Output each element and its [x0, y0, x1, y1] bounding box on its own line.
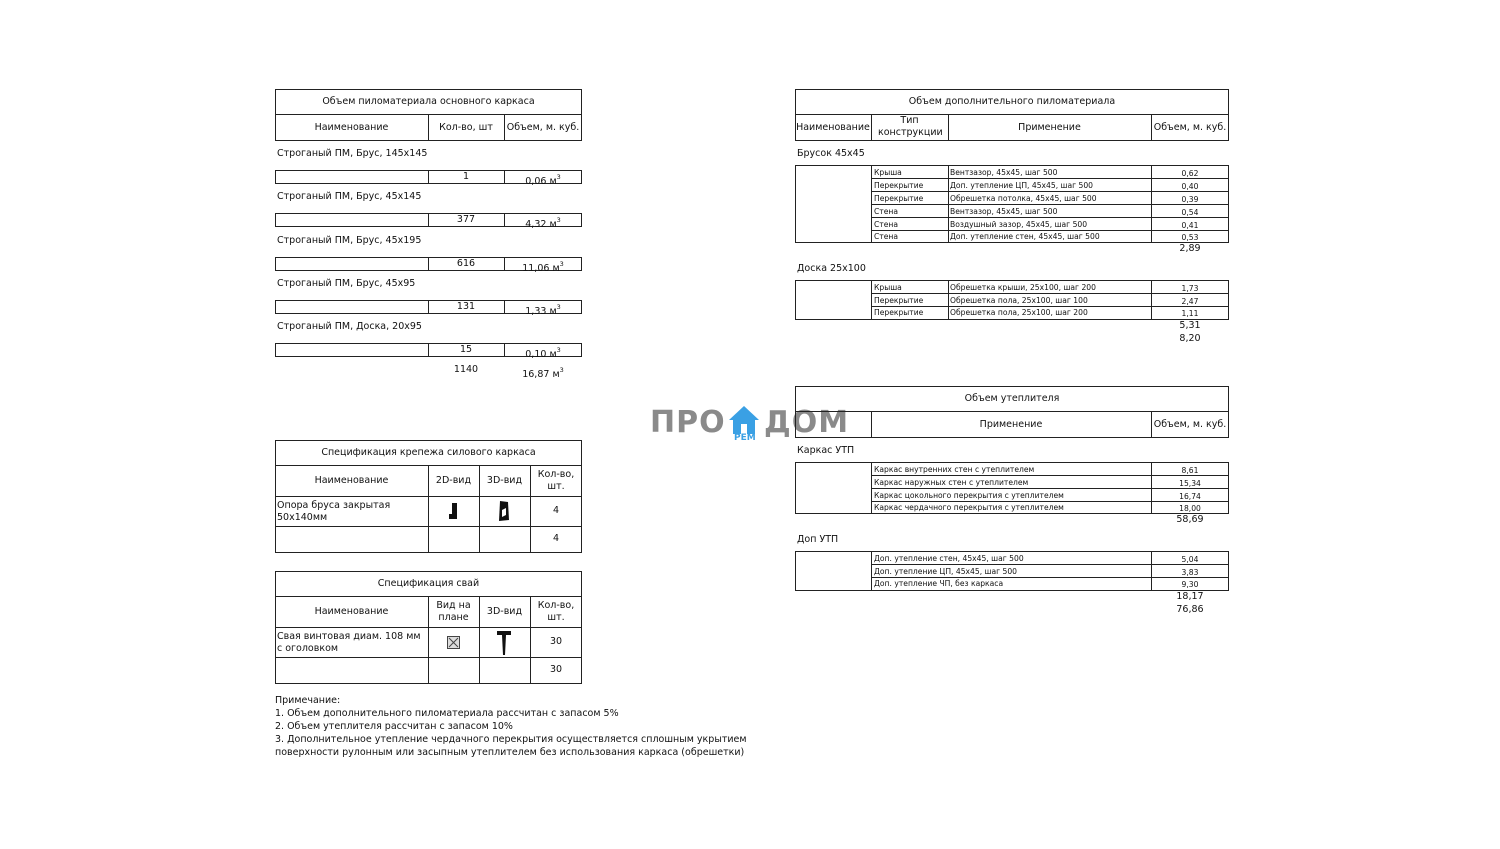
total-volume: 16,87 $м^3$	[522, 366, 564, 380]
row-type: Перекрытие	[874, 308, 924, 317]
fastener-qty: 4	[552, 505, 560, 516]
row-volume: 0,62	[1181, 169, 1199, 178]
row-use: Каркас цокольного перекрытия с утеплителем	[874, 491, 1064, 500]
row-type: Стена	[874, 220, 899, 229]
group-name: Строганый ПМ, Доска, 20х95	[277, 321, 422, 332]
col-header-volume: Объем, м. куб.	[1153, 419, 1227, 430]
note-line: поверхности рулонным или засыпным утеплителем без использования каркаса (обрешетки)	[275, 747, 745, 758]
row-qty: 377	[456, 214, 476, 225]
row-volume: 18,00	[1179, 504, 1201, 513]
row-volume: 1,73	[1181, 284, 1199, 293]
group-name: Строганый ПМ, Брус, 145х145	[277, 148, 428, 159]
pile-name: Свая винтовая диам. 108 мм с оголовком	[277, 631, 421, 654]
row-use: Доп. утепление ЦП, 45х45, шаг 500	[874, 567, 1018, 576]
col-header-use: Применение	[1018, 122, 1081, 133]
row-use: Доп. утепление стен, 45х45, шаг 500	[874, 554, 1024, 563]
row-volume: 11,06 $м^3$	[522, 260, 564, 274]
row-volume: 0,06 $м^3$	[525, 173, 561, 187]
row-use: Воздушный зазор, 45х45, шаг 500	[950, 220, 1088, 229]
logo-sub: РЕМ	[734, 433, 756, 443]
row-use: Доп. утепление ЦП, 45х45, шаг 500	[950, 181, 1094, 190]
group-subtotal: 58,69	[1176, 514, 1204, 525]
col-header-3d: 3D-вид	[486, 475, 523, 486]
row-qty: 15	[459, 344, 473, 355]
row-use: Каркас чердачного перекрытия с утеплителем	[874, 503, 1064, 512]
group-name: Доп УТП	[797, 534, 839, 545]
row-type: Перекрытие	[874, 296, 924, 305]
row-use: Вентзазор, 45х45, шаг 500	[950, 207, 1058, 216]
row-volume: 0,53	[1181, 233, 1199, 242]
row-volume: 16,74	[1179, 492, 1201, 501]
group-name: Брусок 45х45	[797, 148, 865, 159]
group-name: Строганый ПМ, Брус, 45х195	[277, 235, 422, 246]
row-volume: 5,04	[1181, 555, 1199, 564]
fastener-name: Опора бруса закрытая 50х140мм	[277, 500, 391, 523]
row-type: Перекрытие	[874, 181, 924, 190]
additional-title: Объем дополнительного пиломатериала	[908, 96, 1116, 107]
row-use: Каркас наружных стен с утеплителем	[874, 478, 1029, 487]
grand-total: 76,86	[1176, 604, 1204, 615]
insulation-title: Объем утеплителя	[964, 393, 1060, 404]
row-volume: 0,40	[1181, 182, 1199, 191]
bracket-3d-icon	[497, 500, 511, 522]
row-qty: 131	[456, 301, 476, 312]
row-volume: 1,33 $м^3$	[525, 303, 561, 317]
piles-title: Спецификация свай	[377, 578, 480, 589]
row-volume: 3,83	[1181, 568, 1199, 577]
group-name: Каркас УТП	[797, 445, 855, 456]
col-header-name: Наименование	[796, 122, 870, 133]
col-header-2d: 2D-вид	[435, 475, 472, 486]
pile-plan-icon	[447, 636, 460, 649]
row-use: Каркас внутренних стен с утеплителем	[874, 465, 1035, 474]
row-use: Доп. утепление стен, 45х45, шаг 500	[950, 232, 1100, 241]
col-header-qty: Кол-во, шт.	[537, 600, 575, 623]
total-qty: 1140	[453, 364, 479, 375]
row-type: Стена	[874, 232, 899, 241]
row-use: Обрешетка потолка, 45х45, шаг 500	[950, 194, 1097, 203]
row-volume: 1,11	[1181, 309, 1199, 318]
fastener-total: 4	[552, 533, 560, 544]
group-name: Доска 25х100	[797, 263, 866, 274]
house-icon	[728, 405, 760, 435]
row-qty: 1	[462, 171, 470, 182]
col-header-qty: Кол-во, шт	[439, 122, 493, 133]
row-use: Вентзазор, 45х45, шаг 500	[950, 168, 1058, 177]
logo-right-word: ДОМ	[764, 405, 850, 440]
row-type: Стена	[874, 207, 899, 216]
grand-total: 8,20	[1179, 333, 1201, 344]
col-header-volume: Объем, м. куб.	[506, 122, 580, 133]
col-header-use: Применение	[979, 419, 1043, 430]
group-subtotal: 2,89	[1179, 243, 1201, 254]
pile-total: 30	[549, 664, 563, 675]
row-volume: 0,54	[1181, 208, 1199, 217]
col-header-qty: Кол-во, шт.	[537, 469, 575, 492]
row-use: Доп. утепление ЧП, без каркаса	[874, 579, 1004, 588]
note-line: 2. Объем утеплителя рассчитан с запасом 10%	[275, 721, 513, 732]
row-volume: 0,10 $м^3$	[525, 346, 561, 360]
row-volume: 4,32 $м^3$	[525, 216, 561, 230]
row-volume: 0,41	[1181, 221, 1199, 230]
notes-title: Примечание:	[275, 695, 341, 706]
pile-3d-icon	[496, 630, 512, 656]
col-header-plan: Вид на плане	[436, 600, 471, 623]
col-header-name: Наименование	[314, 475, 389, 486]
group-name: Строганый ПМ, Брус, 45х95	[277, 278, 416, 289]
row-use: Обрешетка крыши, 25х100, шаг 200	[950, 283, 1096, 292]
group-name: Строганый ПМ, Брус, 45х145	[277, 191, 422, 202]
logo-left-word: ПРО	[650, 405, 726, 440]
row-qty: 616	[456, 258, 476, 269]
row-volume: 0,39	[1181, 195, 1199, 204]
col-header-3d: 3D-вид	[486, 606, 523, 617]
col-header-volume: Объем, м. куб.	[1153, 122, 1227, 133]
row-type: Перекрытие	[874, 194, 924, 203]
row-volume: 2,47	[1181, 297, 1199, 306]
col-header-name: Наименование	[314, 122, 389, 133]
main-lumber-title: Объем пиломатериала основного каркаса	[322, 96, 535, 107]
note-line: 3. Дополнительное утепление чердачного перекрытия осуществляется сплошным укрытием	[275, 734, 747, 745]
row-volume: 9,30	[1181, 580, 1199, 589]
col-header-type: Тип конструкции	[878, 115, 943, 138]
row-volume: 15,34	[1179, 479, 1201, 488]
fasteners-title: Спецификация крепежа силового каркаса	[321, 447, 536, 458]
pile-qty: 30	[549, 636, 563, 647]
row-volume: 8,61	[1181, 466, 1199, 475]
row-type: Крыша	[874, 168, 902, 177]
col-header-name: Наименование	[314, 606, 389, 617]
note-line: 1. Объем дополнительного пиломатериала рассчитан с запасом 5%	[275, 708, 619, 719]
row-use: Обрешетка пола, 25х100, шаг 200	[950, 308, 1088, 317]
row-type: Крыша	[874, 283, 902, 292]
group-subtotal: 5,31	[1179, 320, 1201, 331]
row-use: Обрешетка пола, 25х100, шаг 100	[950, 296, 1088, 305]
bracket-2d-icon	[447, 502, 461, 520]
group-subtotal: 18,17	[1176, 591, 1204, 602]
